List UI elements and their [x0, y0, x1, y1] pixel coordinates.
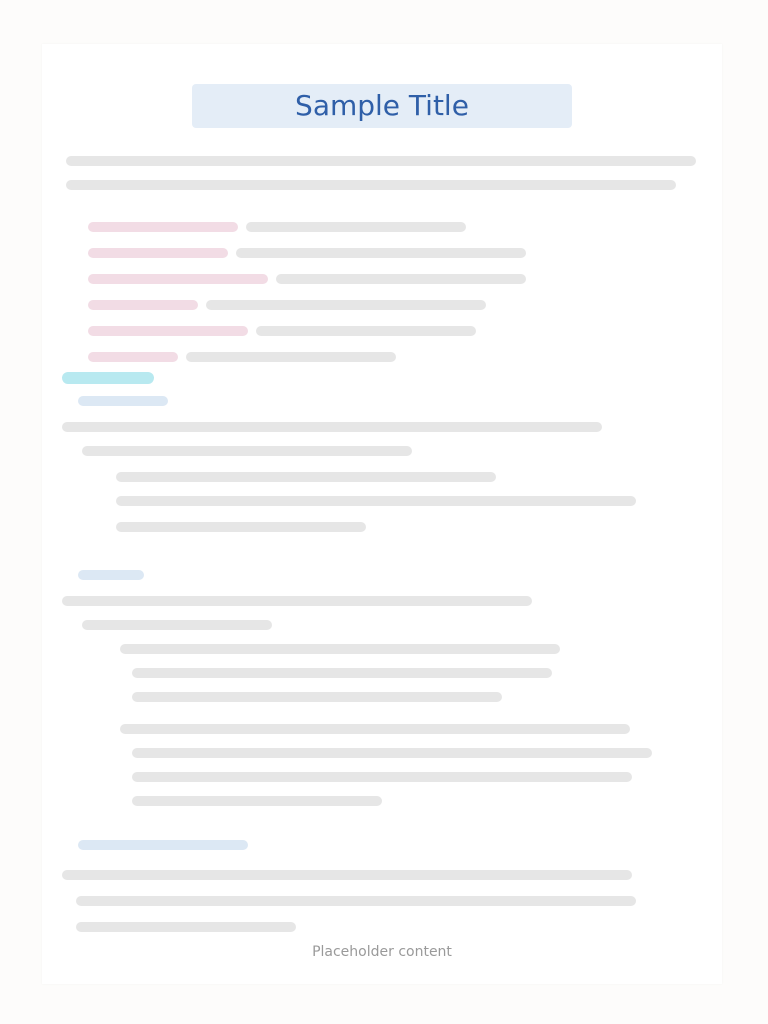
text-line	[66, 156, 696, 166]
text-line	[76, 896, 636, 906]
text-line	[62, 422, 602, 432]
section-tag	[62, 372, 154, 384]
text-line	[62, 596, 532, 606]
list-item	[88, 352, 178, 362]
page-title: Sample Title	[192, 84, 572, 128]
list-item	[88, 326, 248, 336]
list-item	[132, 796, 382, 806]
list-item	[132, 748, 652, 758]
text-line	[82, 446, 412, 456]
list-item	[256, 326, 476, 336]
list-item	[88, 274, 268, 284]
list-item	[246, 222, 466, 232]
list-item	[132, 668, 552, 678]
list-item	[236, 248, 526, 258]
list-item	[120, 724, 630, 734]
list-item	[120, 644, 560, 654]
list-item	[116, 496, 636, 506]
subsection-heading	[78, 396, 168, 406]
subsection-heading	[78, 570, 144, 580]
placeholder-note: Placeholder content	[312, 944, 452, 960]
text-line	[62, 870, 632, 880]
list-item	[88, 248, 228, 258]
list-item	[132, 692, 502, 702]
text-line	[82, 620, 272, 630]
list-item	[186, 352, 396, 362]
notebook-page	[42, 44, 722, 984]
subsection-heading	[78, 840, 248, 850]
list-item	[88, 222, 238, 232]
text-line	[66, 180, 676, 190]
list-item	[276, 274, 526, 284]
list-item	[116, 522, 366, 532]
list-item	[206, 300, 486, 310]
header	[42, 84, 722, 128]
list-item	[116, 472, 496, 482]
list-item	[132, 772, 632, 782]
list-item	[88, 300, 198, 310]
text-line	[76, 922, 296, 932]
